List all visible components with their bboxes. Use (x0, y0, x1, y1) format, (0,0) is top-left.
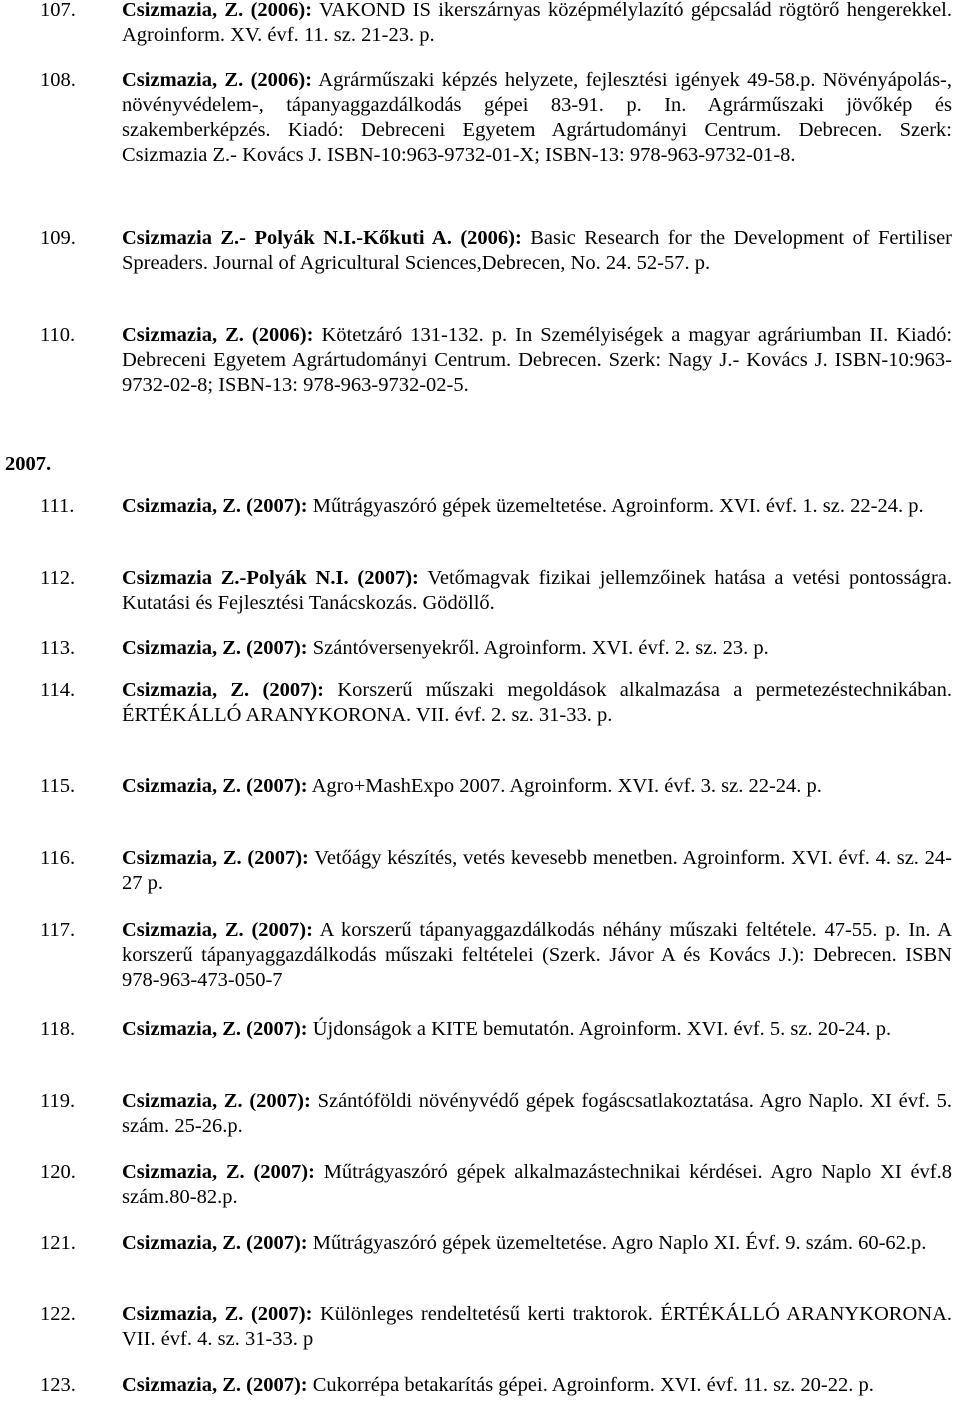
entry-author: Csizmazia, Z. (122, 1018, 241, 1040)
entry-year: (2007): (250, 1303, 313, 1325)
entry-year: (2007): (246, 1232, 308, 1254)
entry-text (122, 1160, 952, 1210)
entry-details: Cukorrépa betakarítás gépei. Agroinform. XVI. évf. 11. sz. 20-22. p. (312, 1374, 874, 1396)
entry-number: 109. (40, 227, 76, 249)
entry (0, 0, 960, 48)
entry-text (122, 1017, 952, 1042)
entry-author: Csizmazia, Z. (122, 1161, 245, 1183)
entry (0, 68, 960, 168)
entry-text (122, 1373, 952, 1398)
entry-text (122, 68, 952, 168)
year-heading: 2007. (5, 453, 52, 475)
entry-year: (2006): (250, 69, 313, 91)
entry-details: Különleges rendeltetésű kerti traktorok. ÉRTÉKÁLLÓ ARANYKORONA. VII. évf. 4. sz. 31-33. p (122, 1303, 953, 1350)
entry (0, 1160, 960, 1210)
entry (0, 1302, 960, 1352)
entry-year: (2007): (246, 775, 308, 797)
entry (0, 678, 960, 728)
entry-year: (2007): (253, 1161, 315, 1183)
entry (0, 494, 960, 519)
entry-details: Basic Research for the Development of Fertiliser Spreaders. Journal of Agricultural Sciences,Debrecen, No. 24. 52-57. p. (122, 227, 952, 274)
entry (0, 323, 960, 398)
entry-details: A korszerű tápanyaggazdálkodás néhány műszaki feltétele. 47-55. p. In. A korszerű tápanyaggazdálkodás műszaki feltételei (Szerk. Jávor A és Kovács J.): Debrecen. ISBN 978-963-473-050-7 (122, 919, 952, 991)
entry-number: 120. (40, 1161, 76, 1183)
entry-number: 111. (40, 495, 75, 517)
entry-text (122, 1089, 952, 1139)
entry-year: (2006): (460, 227, 522, 249)
entry-text (122, 774, 952, 799)
entry-year: (2007): (246, 1018, 308, 1040)
entry-year: (2007): (246, 495, 308, 517)
entry-author: Csizmazia, Z. (122, 919, 244, 941)
entry-author: Csizmazia, Z. (122, 324, 244, 346)
entry-text (122, 918, 952, 993)
entry-details: Vetőágy készítés, vetés kevesebb menetben. Agroinform. XVI. évf. 4. sz. 24-27 p. (122, 847, 953, 894)
entry-author: Csizmazia, Z. (122, 637, 241, 659)
entry-author: Csizmazia, Z. (122, 1090, 243, 1112)
entry-text (122, 846, 952, 896)
entry-author: Csizmazia, Z. (122, 69, 244, 91)
entry-text (122, 566, 952, 616)
entry-number: 112. (40, 567, 76, 589)
entry-details: Újdonságok a KITE bemutatón. Agroinform. XVI. évf. 5. sz. 20-24. p. (312, 1018, 892, 1040)
entry-details: Kötetzáró 131-132. p. In Személyiségek a magyar agráriumban II. Kiadó: Debreceni Egyetem Agrártudományi Centrum. Debrecen. Szerk: Nagy J.- Kovács J. ISBN-10:963-9732-02-8; ISBN-13: 978-963-9732-02-5. (122, 324, 953, 396)
entry (0, 846, 960, 896)
entry-year: (2007): (249, 1090, 311, 1112)
entry-text (122, 0, 952, 48)
entry-details: Szántóföldi növényvédő gépek fogáscsatlakoztatása. Agro Naplo. XI évf. 5. szám. 25-26.p. (122, 1090, 953, 1137)
entry-year: (2006): (250, 0, 313, 21)
entry-details: Műtrágyaszóró gépek üzemeltetése. Agro Naplo XI. Évf. 9. szám. 60-62.p. (312, 1232, 927, 1254)
entry-author: Csizmazia, Z. (122, 847, 242, 869)
entry-details: Korszerű műszaki megoldások alkalmazása a permetezéstechnikában. ÉRTÉKÁLLÓ ARANYKORONA. VII. évf. 2. sz. 31-33. p. (122, 679, 953, 726)
entry (0, 918, 960, 993)
entry-text (122, 678, 952, 728)
entry (0, 774, 960, 799)
entry-number: 108. (40, 69, 76, 91)
entry-details: Műtrágyaszóró gépek üzemeltetése. Agroinform. XVI. évf. 1. sz. 22-24. p. (312, 495, 924, 517)
entry-details: Agro+MashExpo 2007. Agroinform. XVI. évf. 3. sz. 22-24. p. (311, 775, 822, 797)
entry-text (122, 494, 952, 519)
entry-year: (2006): (251, 324, 314, 346)
entry-details: Agrárműszaki képzés helyzete, fejlesztési igények 49-58.p. Növényápolás-, növényvédelem-, tápanyaggazdálkodás gépei 83-91. p. In. Agrárműszaki jövőkép és szakemberképzés. Kiadó: Debreceni Egyetem Agrártudományi Centrum. Debrecen. Szerk: Csizmazia Z.- Kovács J. ISBN-10:963-9732-01-X; ISBN-13: 978-963-9732-01-8. (122, 69, 953, 166)
entry-author: Csizmazia, Z. (122, 1232, 241, 1254)
entry-text (122, 323, 952, 398)
entry-author: Csizmazia, Z. (122, 495, 241, 517)
entry (0, 636, 960, 661)
entry-author: Csizmazia, Z. (122, 0, 244, 21)
entry-year: (2007): (251, 919, 313, 941)
entry (0, 1089, 960, 1139)
entry-year: (2007): (246, 1374, 308, 1396)
entry-year: (2007): (247, 847, 309, 869)
entry-number: 123. (40, 1374, 76, 1396)
entry-text (122, 1302, 952, 1352)
entry-number: 114. (40, 679, 76, 701)
entry-number: 118. (40, 1018, 76, 1040)
entry-year: (2007): (357, 567, 419, 589)
entry (0, 566, 960, 616)
entry (0, 1373, 960, 1398)
entry-number: 122. (40, 1303, 76, 1325)
entry-number: 116. (40, 847, 76, 869)
entry-details: Vetőmagvak fizikai jellemzőinek hatása a vetési pontosságra. Kutatási és Fejlesztési Tanácskozás. Gödöllő. (122, 567, 953, 614)
entry-author: Csizmazia Z.-Polyák N.I. (122, 567, 349, 589)
entry (0, 1017, 960, 1042)
entry-text (122, 226, 952, 276)
entry-details: Műtrágyaszóró gépek alkalmazástechnikai kérdései. Agro Naplo XI évf.8 szám.80-82.p. (122, 1161, 953, 1208)
entry (0, 1231, 960, 1256)
entry-author: Csizmazia, Z. (122, 1374, 241, 1396)
entry-author: Csizmazia, Z. (122, 679, 250, 701)
entry-details: VAKOND IS ikerszárnyas középmélylazító gépcsalád rögtörő hengerekkel. Agroinform. XV. évf. 11. sz. 21-23. p. (122, 0, 953, 46)
entry-author: Csizmazia, Z. (122, 775, 241, 797)
entry-details: Szántóversenyekről. Agroinform. XVI. évf. 2. sz. 23. p. (312, 637, 769, 659)
entry-number: 121. (40, 1232, 76, 1254)
entry-number: 107. (40, 0, 76, 21)
entry-text (122, 1231, 952, 1256)
entry-number: 113. (40, 637, 76, 659)
entry-text (122, 636, 952, 661)
entry-number: 110. (40, 324, 76, 346)
entry-author: Csizmazia Z.- Polyák N.I.-Kőkuti A. (122, 227, 452, 249)
entry-year: (2007): (246, 637, 308, 659)
entry-number: 117. (40, 919, 76, 941)
entry (0, 226, 960, 276)
entry-number: 115. (40, 775, 76, 797)
entry-number: 119. (40, 1090, 76, 1112)
entry-author: Csizmazia, Z. (122, 1303, 244, 1325)
entry-year: (2007): (262, 679, 324, 701)
